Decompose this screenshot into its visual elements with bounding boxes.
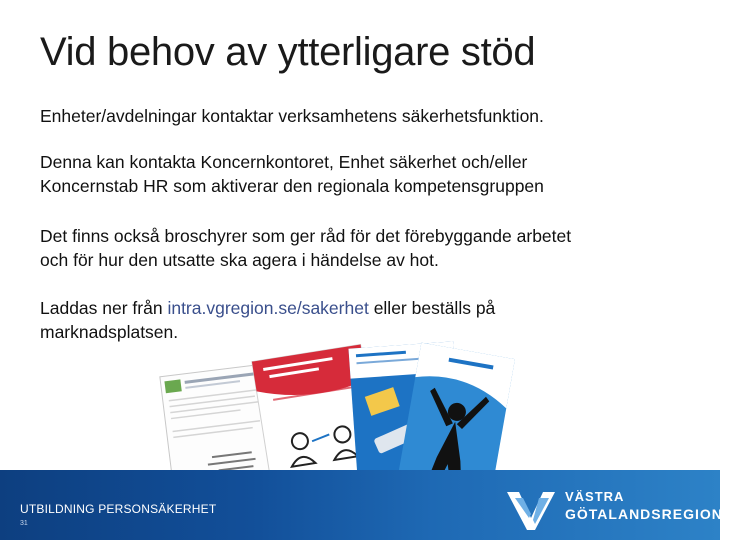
paragraph-text: Enheter/avdelningar kontaktar verksamhetens säkerhetsfunktion. — [40, 106, 544, 126]
paragraph-line: marknadsplatsen. — [40, 322, 179, 342]
paragraph-line: och för hur den utsatte ska agera i händelse av hot. — [40, 250, 439, 270]
paragraph-line: Koncernstab HR som aktiverar den regionala kompetensgruppen — [40, 176, 544, 196]
paragraph-security-function — [40, 104, 700, 128]
slide-title: Vid behov av ytterligare stöd — [40, 30, 536, 74]
paragraph-line: Det finns också broschyrer som ger råd för det förebyggande arbetet — [40, 226, 572, 246]
slide-number: 31 — [20, 520, 28, 527]
logo-text-vastra: VÄSTRA — [565, 489, 625, 504]
paragraph-brochures — [40, 224, 700, 272]
vgr-logo — [505, 486, 744, 532]
footer-course-label: UTBILDNING PERSONSÄKERHET — [20, 502, 217, 516]
download-suffix: eller beställs på — [368, 298, 496, 318]
download-prefix: Laddas ner från — [40, 298, 168, 318]
footer-bar — [0, 470, 744, 540]
logo-text-gotalandsregionen: GÖTALANDSREGIONEN — [565, 506, 744, 522]
paragraph-line: Denna kan kontakta Koncernkontoret, Enhet säkerhet och/eller — [40, 152, 528, 172]
sakerhet-link[interactable]: intra.vgregion.se/sakerhet — [167, 298, 369, 318]
paragraph-line — [40, 296, 700, 320]
paragraph-contact — [40, 150, 700, 198]
vgr-logo-icon — [505, 488, 557, 532]
